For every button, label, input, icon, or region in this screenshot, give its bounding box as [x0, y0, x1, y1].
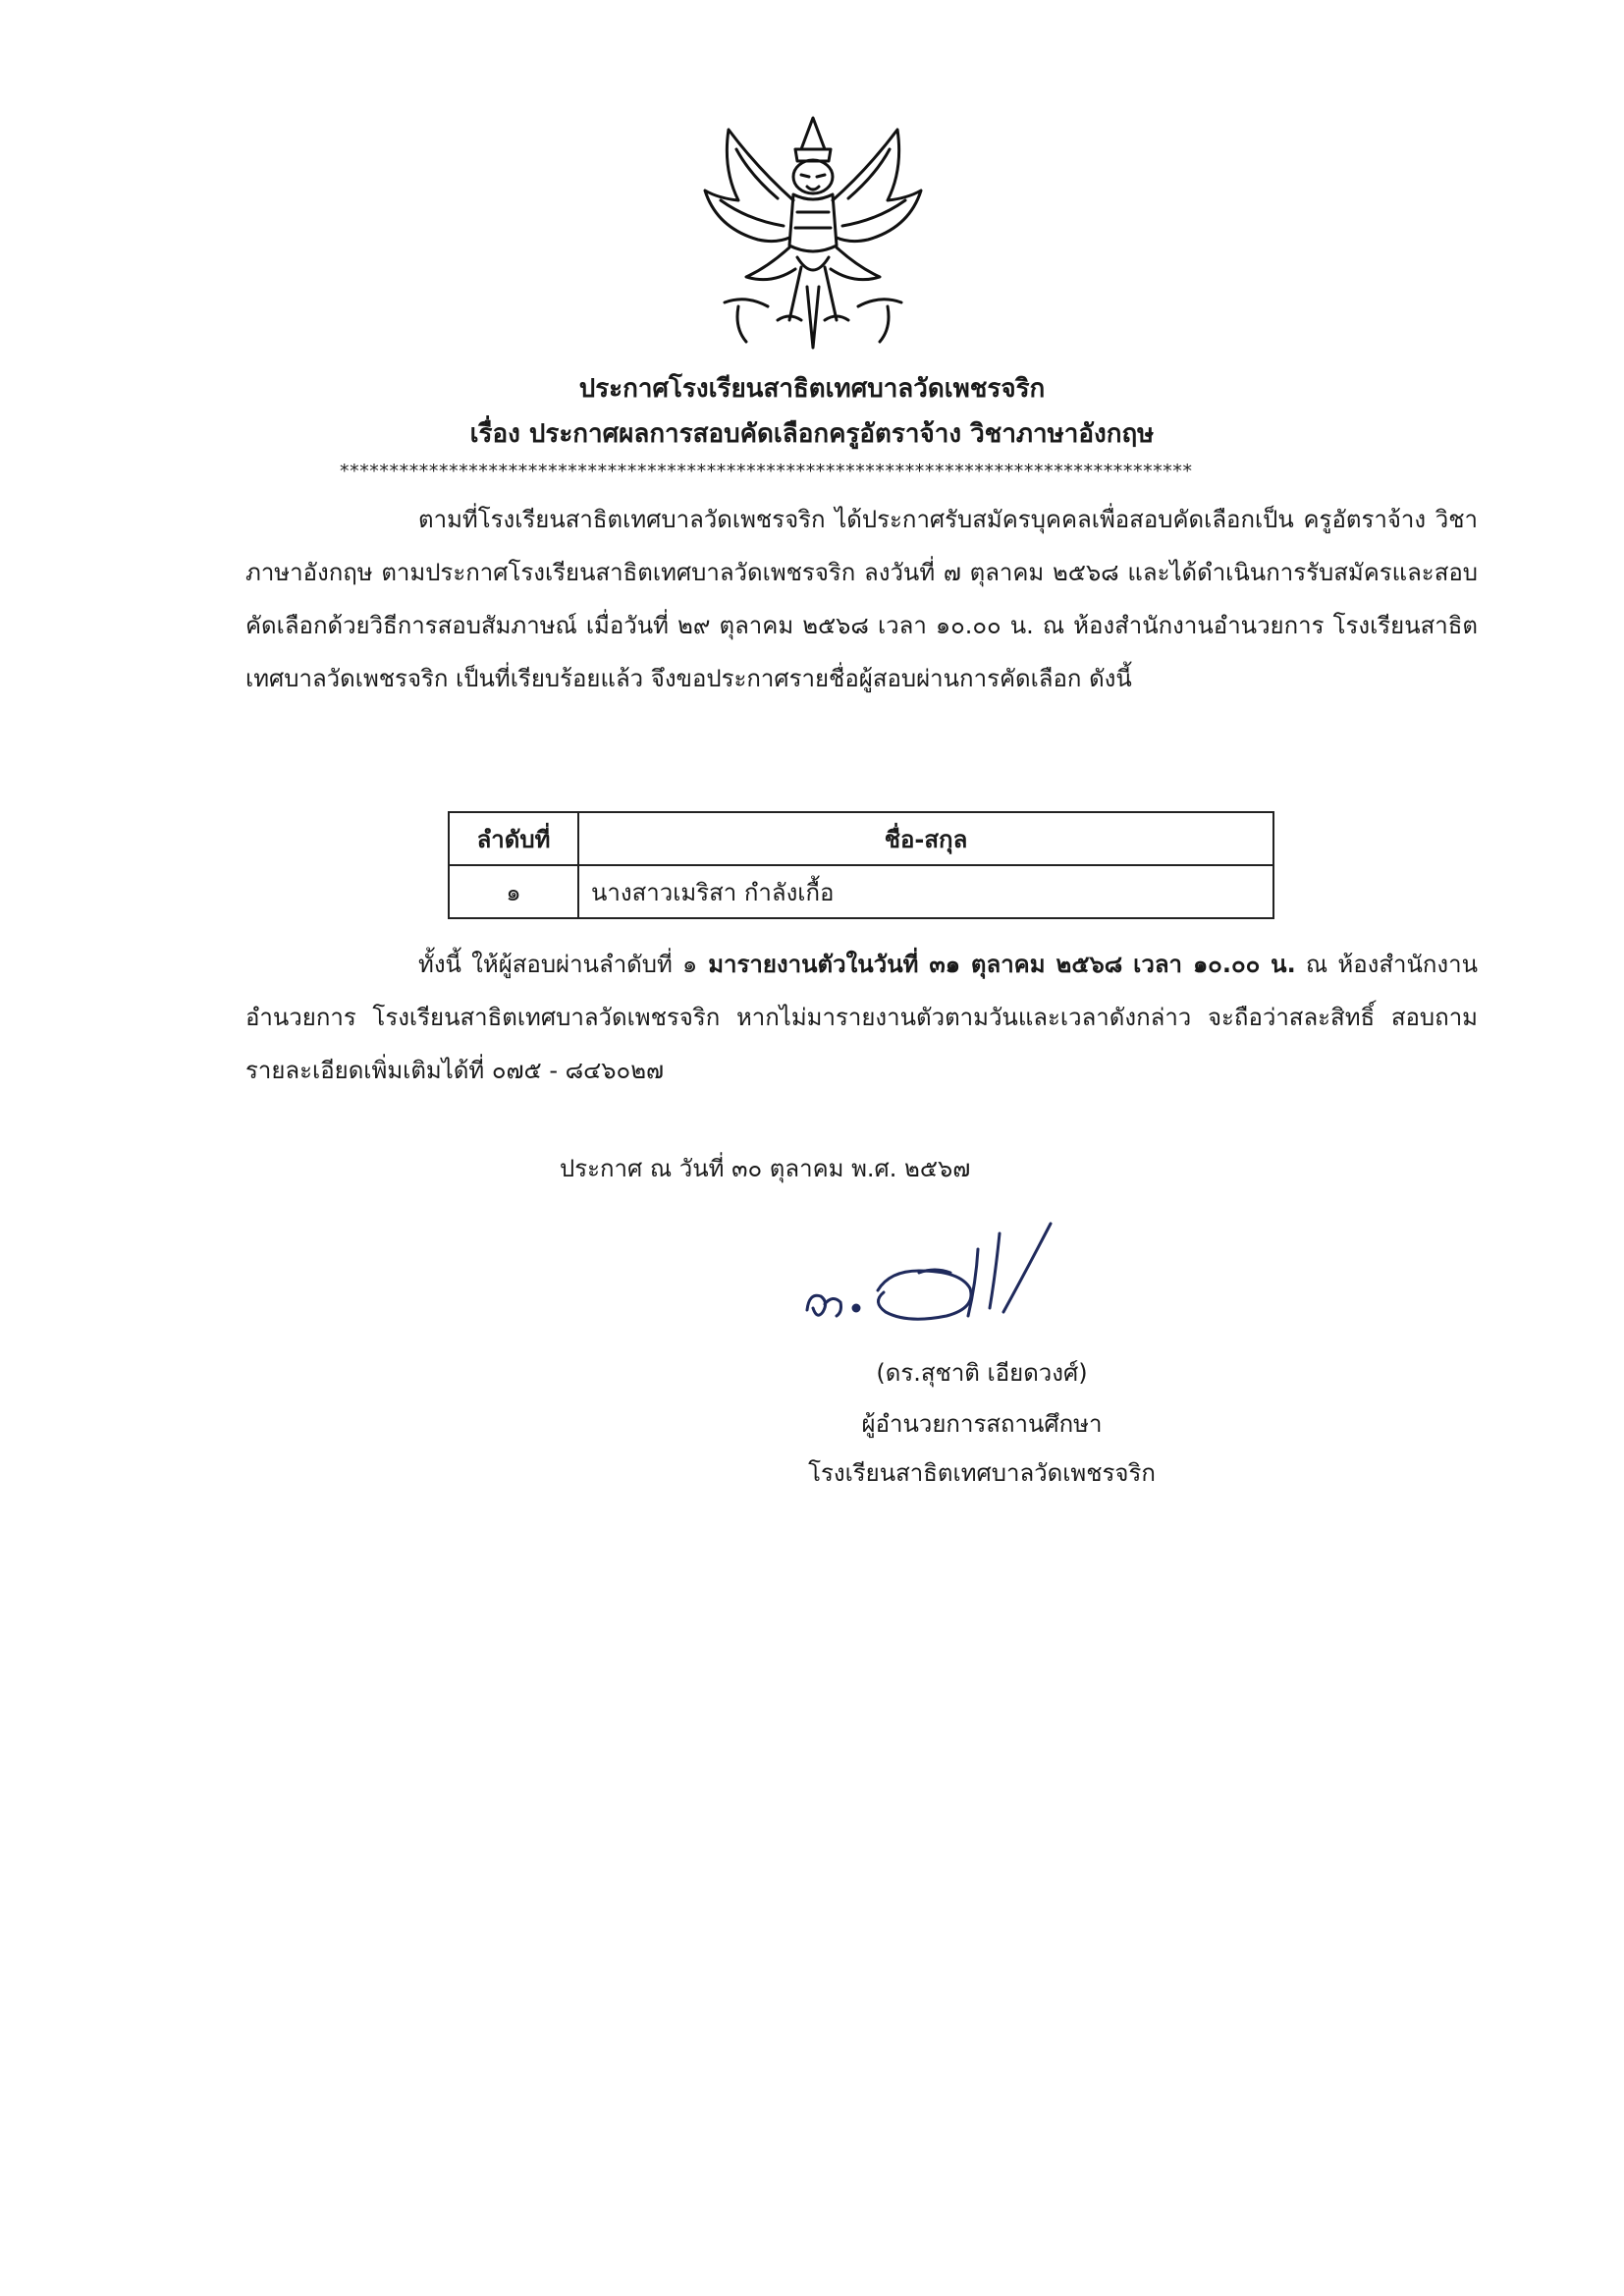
announce-date: ประกาศ ณ วันที่ ๓๐ ตุลาคม พ.ศ. ๒๕๖๗	[560, 1155, 971, 1182]
signature	[803, 1214, 1117, 1341]
intro-paragraph	[245, 493, 1478, 705]
passed-candidates-table	[448, 811, 1274, 919]
garuda-emblem	[699, 110, 927, 355]
table-row	[449, 865, 1273, 918]
header-order: ลำดับที่	[449, 812, 578, 865]
signer-organization: โรงเรียนสาธิตเทศบาลวัดเพชรจริก	[808, 1459, 1156, 1487]
report-lead: ทั้งนี้ ให้ผู้สอบผ่านลำดับที่ ๑	[418, 951, 698, 978]
report-paragraph	[245, 938, 1478, 1097]
row-name: นางสาวเมริสา กำลังเกื้อ	[578, 865, 1273, 918]
header-name: ชื่อ-สกุล	[578, 812, 1273, 865]
separator-line: **************************************************************************************	[340, 462, 1193, 481]
row-order: ๑	[449, 865, 578, 918]
intro-text: ตามที่โรงเรียนสาธิตเทศบาลวัดเพชรจริก ได้ประกาศรับสมัครบุคคลเพื่อสอบคัดเลือกเป็น ครูอัตราจ้าง วิชาภาษาอังกฤษ ตามประกาศโรงเรียนสาธิตเทศบาลวัดเพชรจริก ลงวันที่ ๗ ตุลาคม ๒๕๖๘ และได้ดำเนินการรับสมัครและสอบคัดเลือกด้วยวิธีการสอบสัมภาษณ์ เมื่อวันที่ ๒๙ ตุลาคม ๒๕๖๘ เวลา ๑๐.๐๐ น. ณ ห้องสำนักงานอำนวยการ โรงเรียนสาธิตเทศบาลวัดเพชรจริก เป็นที่เรียบร้อยแล้ว จึงขอประกาศรายชื่อผู้สอบผ่านการคัดเลือก ดังนี้	[245, 506, 1478, 692]
report-date: มารายงานตัวในวันที่ ๓๑ ตุลาคม ๒๕๖๘ เวลา ๑๐.๐๐ น.	[697, 951, 1296, 978]
signer-name: (ดร.สุชาติ เอียดวงศ์)	[876, 1359, 1088, 1387]
announcement-title: ประกาศโรงเรียนสาธิตเทศบาลวัดเพชรจริก	[578, 374, 1046, 404]
announcement-subject: เรื่อง ประกาศผลการสอบคัดเลือกครูอัตราจ้าง วิชาภาษาอังกฤษ	[469, 419, 1155, 449]
signer-position: ผู้อำนวยการสถานศึกษา	[861, 1410, 1103, 1438]
table-header-row	[449, 812, 1273, 865]
report-rest: ณ ห้องสำนักงานอำนวยการ โรงเรียนสาธิตเทศบาลวัดเพชรจริก หากไม่มารายงานตัวตามวันและเวลาดังกล่าว จะถือว่าสละสิทธิ์ สอบถามรายละเอียดเพิ่มเติมได้ที่ ๐๗๕ - ๘๔๖๐๒๗	[245, 951, 1478, 1084]
